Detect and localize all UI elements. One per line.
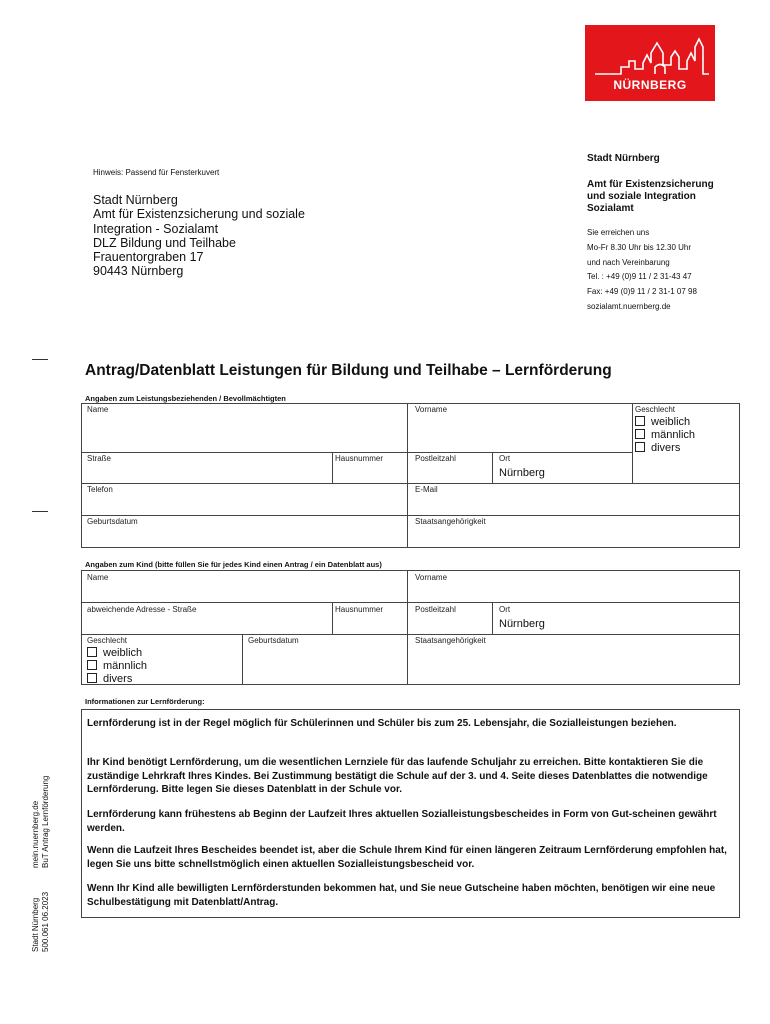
logo-text: NÜRNBERG	[613, 78, 687, 92]
side-line: mein.nuernberg.de	[31, 800, 40, 868]
fold-mark	[32, 359, 48, 360]
contact-tel: Tel. : +49 (0)9 11 / 2 31-43 47	[587, 272, 692, 281]
nuernberg-logo	[585, 25, 715, 101]
side-line: BuT Antrag Lernförderung	[40, 775, 50, 868]
contact-office-line3: Sozialamt	[587, 203, 634, 214]
geburtsdatum-field[interactable]: Geburtsdatum	[87, 517, 138, 526]
ort-label: Ort	[499, 454, 511, 463]
child-table	[81, 570, 740, 685]
checkbox-weiblich[interactable]: weiblich	[635, 416, 690, 429]
checkbox-maennlich[interactable]: männlich	[635, 429, 695, 442]
address-line: 90443 Nürnberg	[93, 264, 184, 279]
info-paragraph: Wenn Ihr Kind alle bewilligten Lernförderstunden bekommen hat, und Sie neue Gutscheine haben möchten, benötigen wir eine neue Schulbestätigung mit Datenblatt/Antrag.	[87, 883, 716, 908]
recipient-address	[93, 193, 305, 279]
contact-hours1: Mo-Fr 8.30 Uhr bis 12.30 Uhr	[587, 243, 692, 252]
child-ort-label: Ort	[499, 605, 511, 614]
email-field[interactable]: E-Mail	[415, 485, 438, 494]
contact-fax: Fax: +49 (0)9 11 / 2 31-1 07 98	[587, 287, 697, 296]
fold-mark	[32, 511, 48, 512]
info-paragraph: Lernförderung kann frühestens ab Beginn der Laufzeit Ihres aktuellen Sozialleistungsbescheides in Form von Gut-scheinen gewährt werden.	[87, 809, 717, 834]
section2-heading: Angaben zum Kind (bitte füllen Sie für jedes Kind einen Antrag / ein Datenblatt aus)	[85, 560, 382, 569]
side-line: Stadt Nürnberg	[31, 897, 40, 952]
contact-reach: Sie erreichen uns	[587, 228, 650, 237]
child-plz-field[interactable]: Postleitzahl	[415, 605, 456, 614]
address-line: DLZ Bildung und Teilhabe	[93, 235, 236, 250]
child-vorname-field[interactable]: Vorname	[415, 573, 448, 582]
contact-office-line1: Amt für Existenzsicherung	[587, 179, 714, 190]
address-line: Stadt Nürnberg	[93, 193, 178, 207]
address-line: Frauentorgraben 17	[93, 250, 204, 265]
applicant-table	[81, 403, 740, 548]
side-line: 500.061 06.2023	[40, 891, 50, 952]
contact-hours2: und nach Vereinbarung	[587, 258, 670, 267]
child-name-field[interactable]: Name	[87, 573, 109, 582]
child-adresse-field[interactable]: abweichende Adresse - Straße	[87, 605, 197, 614]
plz-field[interactable]: Postleitzahl	[415, 454, 456, 463]
address-line: Integration - Sozialamt	[93, 221, 219, 236]
child-checkbox-divers[interactable]: divers	[87, 673, 132, 686]
info-heading: Informationen zur Lernförderung:	[85, 697, 205, 706]
contact-web: sozialamt.nuernberg.de	[587, 302, 671, 311]
hausnummer-field[interactable]: Hausnummer	[335, 454, 384, 463]
side-note-form	[31, 776, 50, 868]
contact-office-line2: und soziale Integration	[587, 191, 696, 202]
child-ort-value[interactable]: Nürnberg	[499, 618, 545, 630]
contact-city: Stadt Nürnberg	[587, 153, 660, 164]
staatsangehoerigkeit-field[interactable]: Staatsangehörigkeit	[415, 517, 486, 526]
page-title: Antrag/Datenblatt Leistungen für Bildung und Teilhabe – Lernförderung	[85, 362, 612, 379]
envelope-hint: Hinweis: Passend für Fensterkuvert	[93, 168, 220, 177]
child-checkbox-maennlich[interactable]: männlich	[87, 660, 147, 673]
vorname-field[interactable]: Vorname	[415, 405, 448, 414]
info-paragraph: Lernförderung ist in der Regel möglich für Schülerinnen und Schüler bis zum 25. Lebensjahr, die Sozialleistungen beziehen.	[87, 718, 677, 729]
telefon-field[interactable]: Telefon	[87, 485, 113, 494]
child-geburtsdatum-field[interactable]: Geburtsdatum	[248, 636, 299, 645]
side-note-id	[31, 892, 50, 952]
info-paragraph: Wenn die Laufzeit Ihres Bescheides beendet ist, aber die Schule Ihrem Kind für einen längeren Zeitraum Lernförderung empfohlen hat, legen Sie uns bitte schnellstmöglich einen aktuellen Sozialleistungsbescheid vor.	[87, 845, 727, 870]
section1-heading: Angaben zum Leistungsbeziehenden / Bevollmächtigten	[85, 394, 286, 403]
child-geschlecht-label: Geschlecht	[87, 636, 128, 645]
strasse-field[interactable]: Straße	[87, 454, 112, 463]
info-box	[81, 709, 740, 918]
child-checkbox-weiblich[interactable]: weiblich	[87, 647, 142, 660]
child-hausnummer-field[interactable]: Hausnummer	[335, 605, 384, 614]
child-staatsangehoerigkeit-field[interactable]: Staatsangehörigkeit	[415, 636, 486, 645]
name-field[interactable]: Name	[87, 405, 109, 414]
address-line: Amt für Existenzsicherung und soziale	[93, 207, 305, 222]
checkbox-divers[interactable]: divers	[635, 442, 680, 455]
geschlecht-label: Geschlecht	[635, 405, 676, 414]
ort-value[interactable]: Nürnberg	[499, 467, 545, 479]
info-paragraph: Ihr Kind benötigt Lernförderung, um die wesentlichen Lernziele für das laufende Schuljahr zu erreichen. Bitte kontaktieren Sie die zuständige Lehrkraft Ihres Kindes. Bei Zustimmung bestätigt die Schule auf der 3. und 4. Seite dieses Datenblattes die notwendige Lernförderung. Bitte legen Sie dieses Datenblatt in der Schule vor.	[87, 757, 708, 795]
